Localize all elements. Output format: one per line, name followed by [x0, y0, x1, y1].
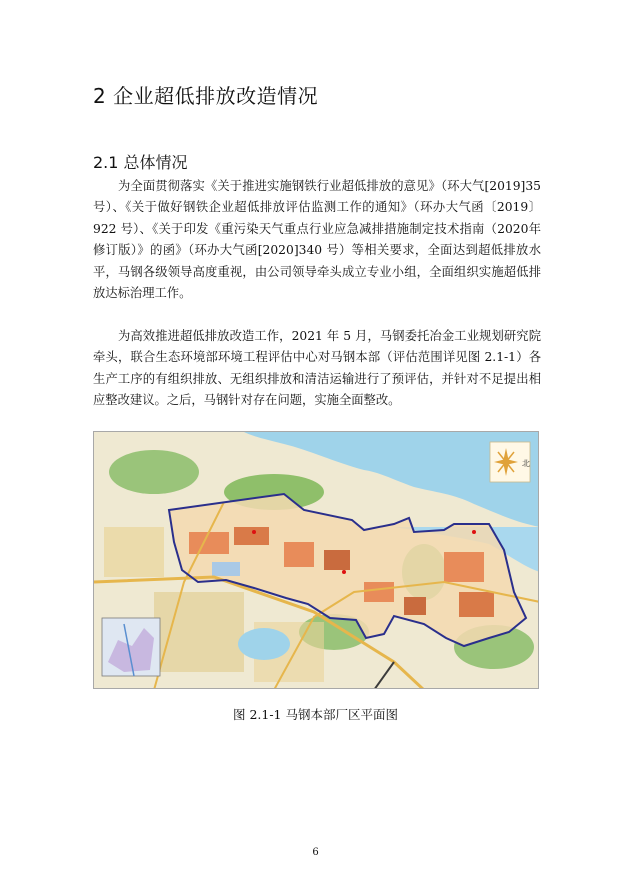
urban-block — [104, 527, 164, 577]
facility-block — [212, 562, 240, 576]
compass-icon — [490, 442, 530, 482]
plant-map-image — [94, 432, 539, 689]
facility-block — [234, 527, 269, 545]
urban-block — [154, 592, 244, 672]
facility-block — [459, 592, 494, 617]
subsection-heading: 2.1 总体情况 — [93, 153, 188, 172]
marker — [342, 570, 346, 574]
plant-map-figure — [93, 431, 539, 689]
marker — [472, 530, 476, 534]
facility-block — [189, 532, 229, 554]
marker — [252, 530, 256, 534]
paragraph-2: 为高效推进超低排放改造工作，2021 年 5 月，马钢委托冶金工业规划研究院牵头，联合生态环境部环境工程评估中心对马钢本部（评估范围详见图 2.1-1）各生产工序的有组织排放、无组织排放和清洁运输进行了预评估，并针对不足提出相应整改建议。之后，马钢针对存在问题，实施全面整改。 — [93, 329, 541, 408]
facility-block — [284, 542, 314, 567]
paragraph-1: 为全面贯彻落实《关于推进实施钢铁行业超低排放的意见》（环大气[2019]35号）、《关于做好钢铁企业超低排放评估监测工作的通知》（环办大气函〔2019〕922 号）、《关于印发《重污染天气重点行业应急减排措施制定技术指南（2020年修订版）》的函》（环办大气函[2020]340 号）等相关要求，全面达到超低排放水平，马钢各级领导高度重视，由公司领导牵头成立专业小组，全面组织实施超低排放达标治理工作。 — [93, 179, 541, 301]
vegetation-patch — [109, 450, 199, 494]
figure-caption: 图 2.1-1 马钢本部厂区平面图 — [232, 707, 398, 722]
facility-block — [324, 550, 350, 570]
facility-block — [444, 552, 484, 582]
section-heading: 2 企业超低排放改造情况 — [93, 84, 319, 108]
facility-block — [404, 597, 426, 615]
facility-block — [364, 582, 394, 602]
page-number: 6 — [312, 847, 319, 858]
lake — [238, 628, 290, 660]
compass-label: 北 — [522, 459, 530, 468]
